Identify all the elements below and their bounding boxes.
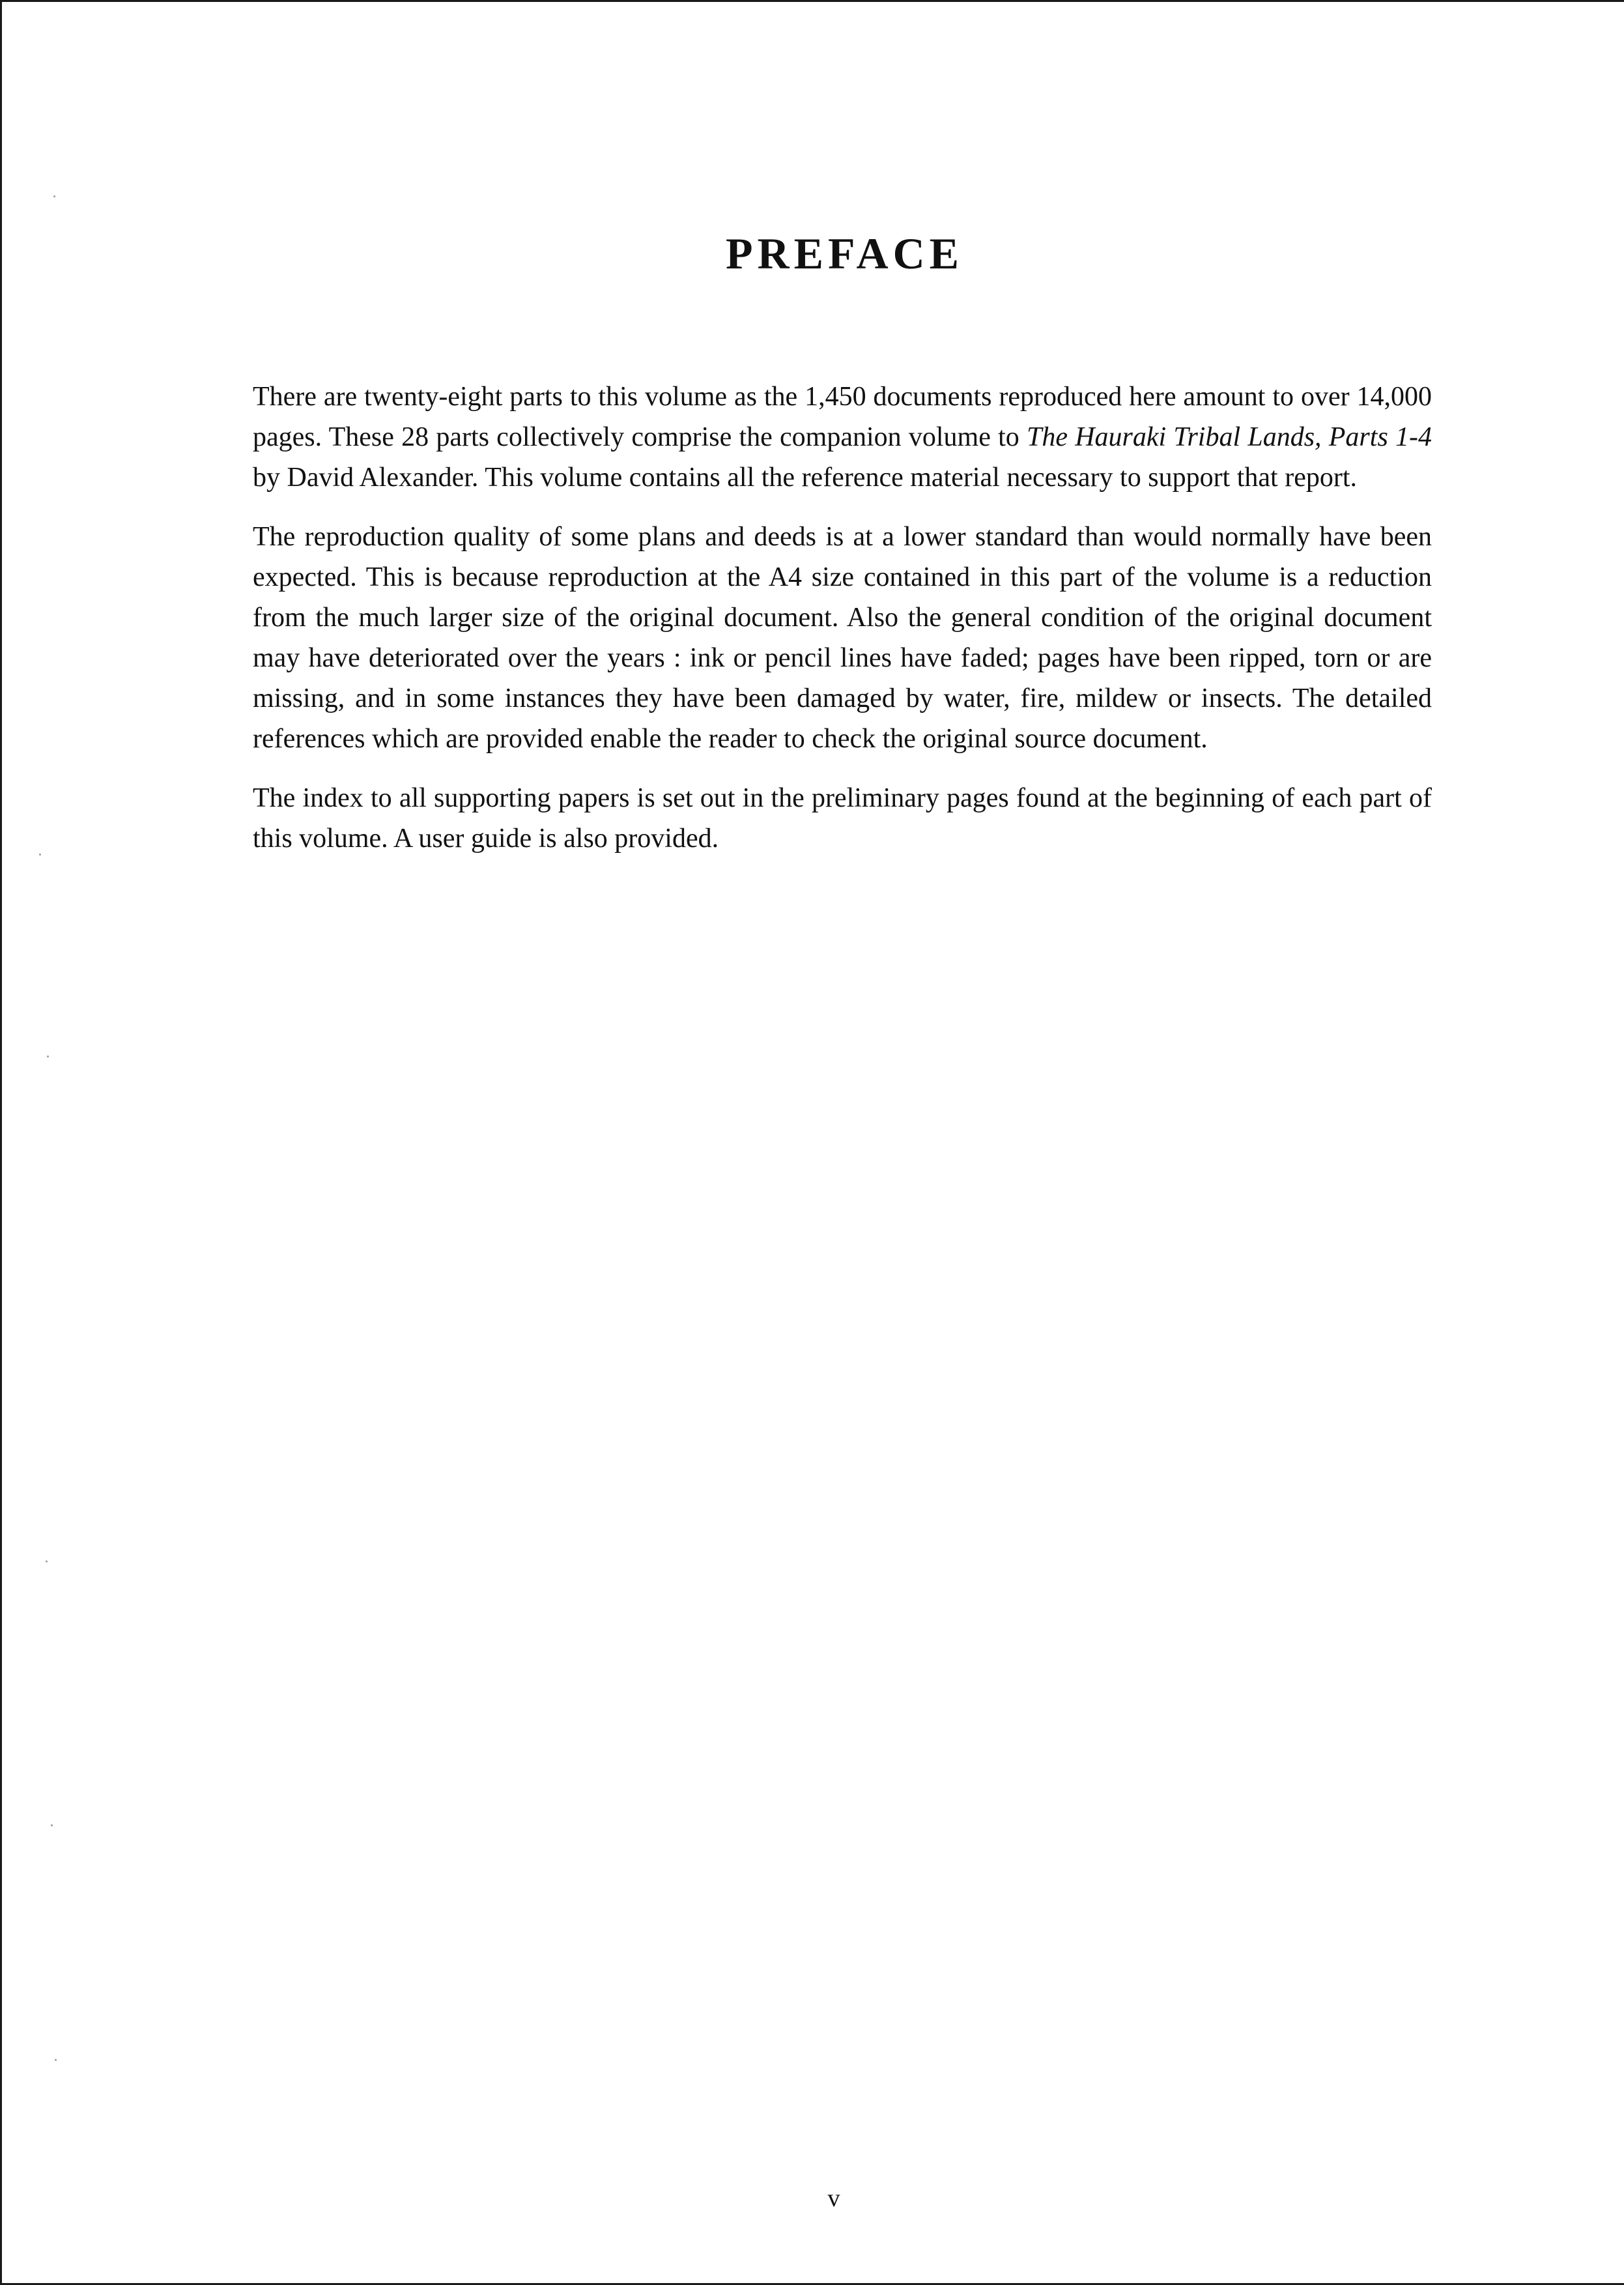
scan-speck <box>53 195 55 197</box>
paragraph-2 <box>253 517 1432 759</box>
paragraph-3-text: The index to all supporting papers is set out in the preliminary pages found at the beginning of each part of this volume. A user guide is also provided. <box>253 783 1432 854</box>
paragraph-2-text: The reproduction quality of some plans and deeds is at a lower standard than would normally have been expected. This is because reproduction at the A4 size contained in this part of the volume is a reduction from the much larger size of the original document. Also the general condition of the original document may have deteriorated over the years : ink or pencil lines have faded; pages have been ripped, torn or are missing, and in some instances they have been damaged by water, fire, mildew or insects. The detailed references which are provided enable the reader to check the original source document. <box>253 522 1432 754</box>
scan-speck <box>47 1056 49 1057</box>
paragraph-1-text-a: There are twenty-eight parts to this volume as the 1,450 documents reproduced here amount to over 14,000 pages. These 28 parts collectively comprise the companion volume to <box>253 382 1432 452</box>
page-top-edge <box>0 0 1624 2</box>
scan-speck <box>46 1560 48 1562</box>
preface-body <box>253 377 1432 878</box>
page-left-edge <box>0 0 2 2285</box>
book-title-citation: The Hauraki Tribal Lands, Parts 1-4 <box>1026 422 1432 452</box>
scan-speck <box>51 1824 53 1826</box>
paragraph-1 <box>253 377 1432 498</box>
page-title: PREFACE <box>725 229 964 278</box>
page-number: v <box>827 2185 840 2212</box>
scan-speck <box>55 2059 57 2061</box>
paragraph-1-text-b: by David Alexander. This volume contains all the reference material necessary to support that report. <box>253 463 1357 493</box>
scan-speck <box>39 854 41 855</box>
paragraph-3 <box>253 778 1432 859</box>
